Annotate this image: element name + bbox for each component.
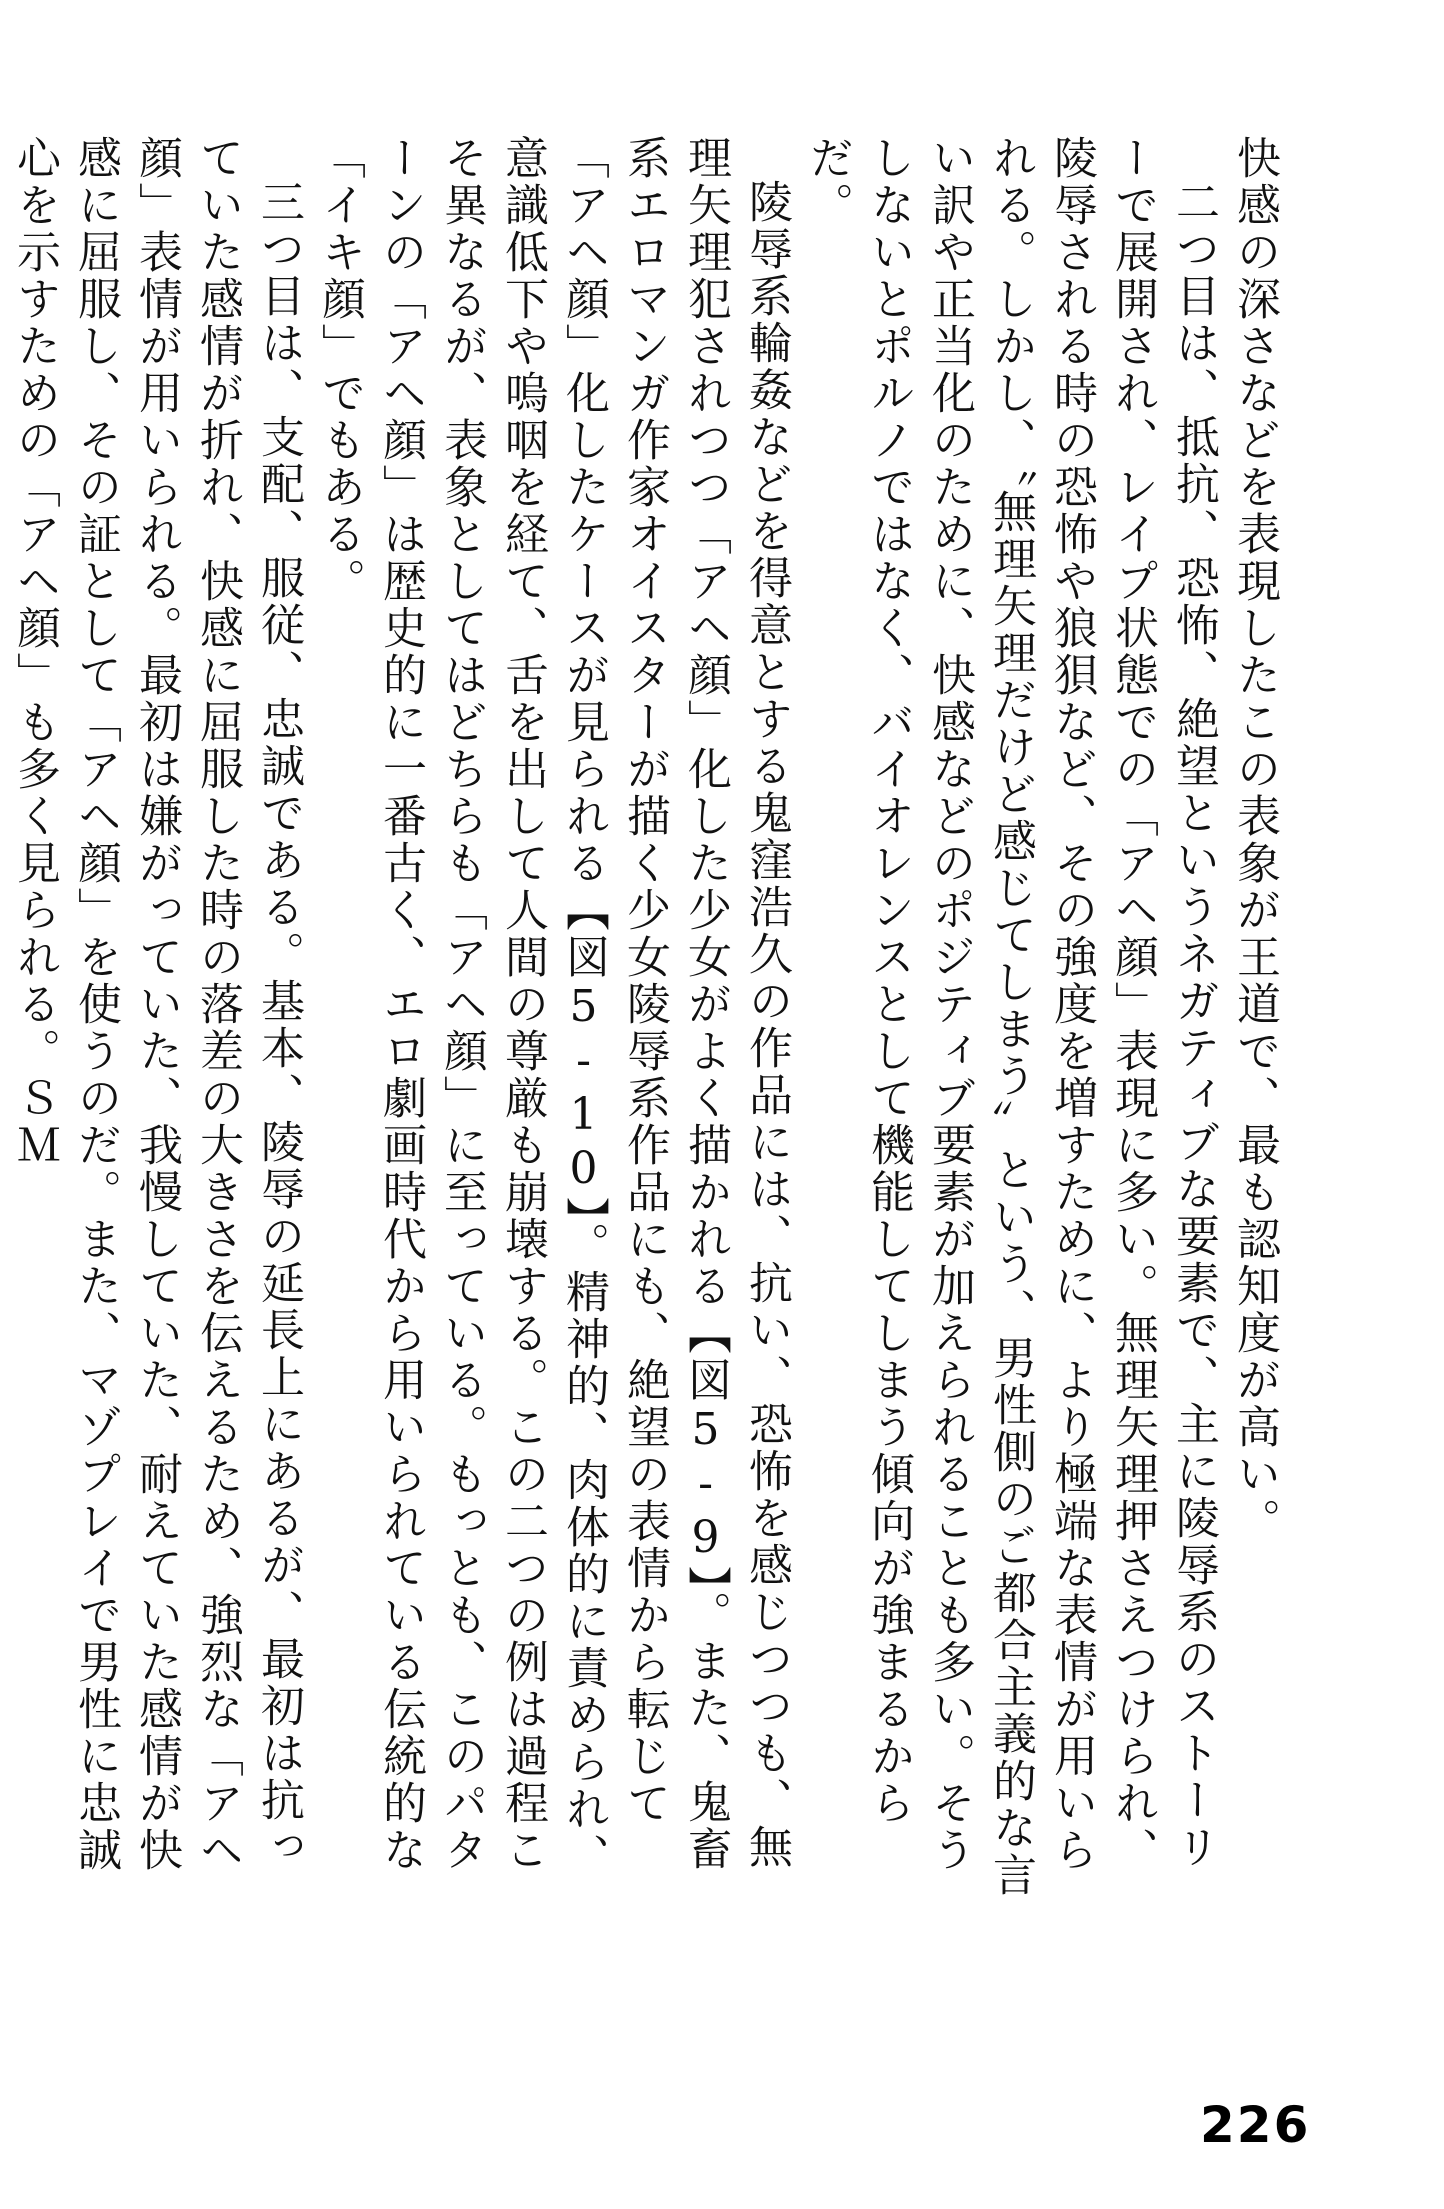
paragraph-4: 三つ目は、支配、服従、忠誠である。基本、陵辱の延長上にあるが、最初は抗っていた感情が折れ、快感に屈服した時の落差の大きさを伝えるため、強烈な「アヘ顔」表情が用いられる。最初は嫌がっていた、我慢していた、耐えていた感情が快感に屈服し、その証として「アヘ顔」を使うのだ。また、マゾプレイで男性に忠誠心を示すための「アヘ顔」も多く見られる。ＳＭ — [9, 135, 304, 1874]
paragraph-1: 快感の深さなどを表現したこの表象が王道で、最も認知度が高い。 — [1229, 135, 1280, 1545]
body-text — [9, 135, 1285, 1915]
page-number: 226 — [1200, 2096, 1311, 2154]
paragraph-2: 二つ目は、抵抗、恐怖、絶望というネガティブな要素で、主に陵辱系のストーリーで展開され、レイプ状態での「アヘ顔」表現に多い。無理矢理押さえつけられ、陵辱される時の恐怖や狼狽など、その強度を増すために、より極端な表情が用いられる。しかし、〝無理矢理だけど感じてしまう〟という、男性側のご都合主義的な言い訳や正当化のために、快感などのポジティブ要素が加えられることも多い。そうしないとポルノではなく、バイオレンスとして機能してしまう傾向が強まるからだ。 — [802, 135, 1219, 1899]
paragraph-3: 陵辱系輪姦などを得意とする鬼窪浩久の作品には、抗い、恐怖を感じつつも、無理矢理犯されつつ「アヘ顔」化した少女がよく描かれる【図5-9】。また、鬼畜系エロマンガ作家オイスターが描く少女陵辱系作品にも、絶望の表情から転じて「アヘ顔」化したケースが見られる【図5-10】。精神的、肉体的に責められ、意識低下や嗚咽を経て、舌を出して人間の尊厳も崩壊する。この二つの例は過程こそ異なるが、表象としてはどちらも「アヘ顔」に至っている。もっとも、このパターンの「アヘ顔」は歴史的に一番古く、エロ劇画時代から用いられている伝統的な「イキ顔」でもある。 — [314, 135, 792, 1880]
